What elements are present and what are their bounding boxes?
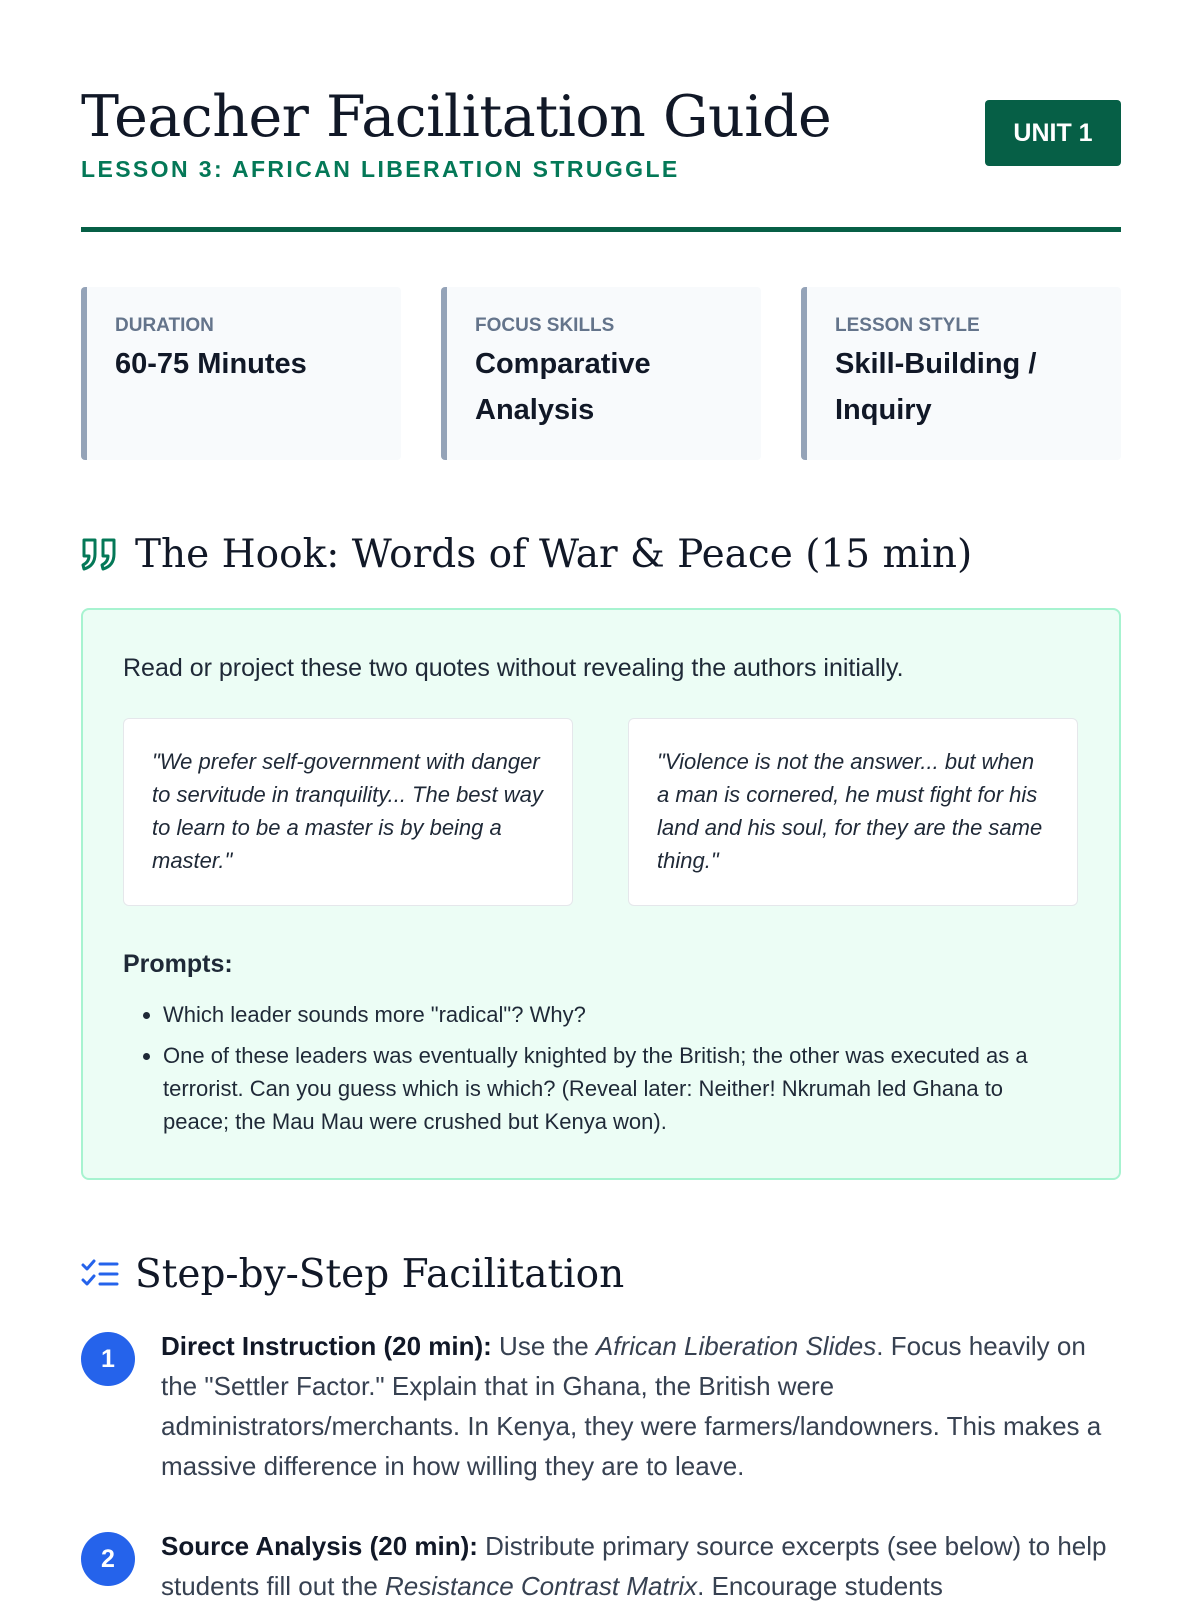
lesson-info-cards <box>81 287 1121 460</box>
step-number-badge: 2 <box>81 1532 135 1586</box>
checklist-icon <box>81 1258 119 1297</box>
page-header <box>81 82 1121 182</box>
card-value: Skill-Building / Inquiry <box>835 348 1037 426</box>
step-text <box>161 1526 1121 1606</box>
card-label: LESSON STYLE <box>835 315 980 336</box>
unit-badge: UNIT 1 <box>985 100 1121 166</box>
quote-card: "Violence is not the answer... but when a man is cornered, he must fight for his land and his soul, for they are the same thing." <box>628 718 1078 906</box>
lesson-subtitle: LESSON 3: AFRICAN LIBERATION STRUGGLE <box>81 156 680 182</box>
step-body: Distribute primary source excerpts (see below) to help students fill out the <box>161 1531 1107 1601</box>
card-label: FOCUS SKILLS <box>475 315 615 336</box>
facilitation-section-heading <box>81 1248 1121 1302</box>
step-resource: Resistance Contrast Matrix <box>385 1571 698 1601</box>
header-divider <box>81 227 1121 232</box>
duration-card <box>81 287 401 460</box>
list-item: • Which leader sounds more "radical"? Why? <box>163 998 1063 1031</box>
quote-card: "We prefer self-government with danger to servitude in tranquility... The best way to learn to be a master is by being a master." <box>123 718 573 906</box>
step-resource: African Liberation Slides <box>595 1331 877 1361</box>
quote-icon <box>81 538 119 577</box>
list-item: • One of these leaders was eventually knighted by the British; the other was executed as a terrorist. Can you guess which is which? (Reveal later: Neither! Nkrumah led Ghana to peace; the Mau Mau were crushed but Kenya won). <box>163 1039 1063 1138</box>
card-value: Comparative Analysis <box>475 348 651 426</box>
lesson-style-card <box>801 287 1121 460</box>
card-value: 60-75 Minutes <box>115 348 307 380</box>
hook-heading: The Hook: Words of War & Peace (15 min) <box>135 532 973 577</box>
facilitation-heading: Step-by-Step Facilitation <box>135 1252 625 1297</box>
focus-skills-card <box>441 287 761 460</box>
hook-box <box>81 608 1121 1180</box>
hook-intro: Read or project these two quotes without revealing the authors initially. <box>123 654 904 682</box>
prompts-title: Prompts: <box>123 950 233 978</box>
step-text <box>161 1326 1121 1486</box>
step-body: . Encourage students <box>697 1571 943 1601</box>
prompts-list <box>123 998 1063 1146</box>
card-label: DURATION <box>115 315 214 336</box>
step-body: Use the <box>491 1331 596 1361</box>
hook-section-heading <box>81 528 1121 582</box>
step-title: Direct Instruction (20 min): <box>161 1331 492 1361</box>
step-number-badge: 1 <box>81 1332 135 1386</box>
page-title: Teacher Facilitation Guide <box>81 84 832 150</box>
step-title: Source Analysis (20 min): <box>161 1531 478 1561</box>
step-body: . Focus heavily on the "Settler Factor." Explain that in Ghana, the British were administrators/merchants. In Kenya, they were farmers/landowners. This makes a massive difference in how willing they are to leave. <box>161 1331 1102 1481</box>
